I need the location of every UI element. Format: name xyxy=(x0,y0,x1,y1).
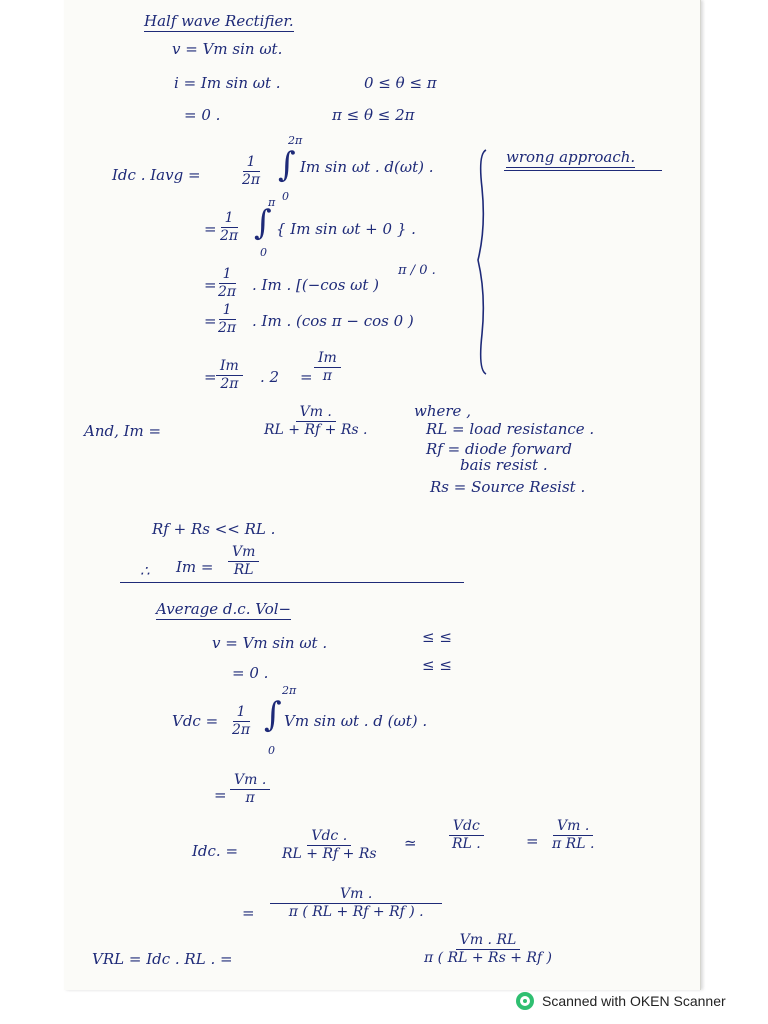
section-heading: Average d.c. Vol− xyxy=(156,600,292,618)
where-label: where , xyxy=(414,402,471,420)
integral-upper-limit: π xyxy=(268,196,276,209)
therefore-sign: ∴ xyxy=(140,562,150,580)
integral-lower-limit: 0 xyxy=(260,246,267,259)
step4-equals: = xyxy=(204,312,217,330)
step3-fraction xyxy=(214,266,240,301)
integral-lower-limit: 0 xyxy=(282,190,289,203)
frac-den: 2π xyxy=(242,172,261,188)
frac-den: RL xyxy=(233,562,254,578)
integral-sign: ∫ xyxy=(254,203,272,243)
vdc-result xyxy=(230,772,270,807)
eq-current: i = Im sin ωt . xyxy=(174,74,281,92)
scanner-watermark xyxy=(516,990,726,1012)
frac-num: Vdc . xyxy=(307,828,351,846)
step3-limits: π / 0 . xyxy=(398,263,436,278)
page-title: Half wave Rectifier. xyxy=(144,12,294,30)
idc3-fraction xyxy=(270,886,442,921)
frac-num: Vm . xyxy=(553,818,593,836)
eq-current-range: 0 ≤ θ ≤ π xyxy=(364,74,437,92)
def-rs: Rs = Source Resist . xyxy=(430,478,586,496)
im2-label: Im = xyxy=(176,558,214,576)
scanner-text: Scanned with OKEN Scanner xyxy=(542,993,726,1009)
frac-den: 2π xyxy=(218,284,237,300)
integrand: Im sin ωt . d(ωt) . xyxy=(300,158,434,176)
step5-factor: . 2 xyxy=(260,368,280,386)
integral-sign: ∫ xyxy=(278,145,296,185)
idc2-label: Idc. = xyxy=(192,842,239,860)
step4-fraction xyxy=(214,302,240,337)
def-rf: Rf = diode forward xyxy=(426,440,572,458)
integral-sign: ∫ xyxy=(264,695,282,735)
frac-num: Vdc xyxy=(449,818,484,836)
frac-den: 2π xyxy=(220,228,239,244)
step3-equals: = xyxy=(204,276,217,294)
vdc-fraction xyxy=(228,704,254,739)
scanner-logo-icon xyxy=(516,992,534,1010)
im-label: And, Im = xyxy=(84,422,162,440)
integral-lower-limit: 0 xyxy=(268,744,275,757)
approx-sign: ≃ xyxy=(404,834,417,852)
eq-zero-range: π ≤ θ ≤ 2π xyxy=(332,106,415,124)
condition: Rf + Rs << RL . xyxy=(152,520,276,538)
frac-num: Vm . RL xyxy=(456,932,521,950)
frac-den: π ( RL + Rs + Rf ) xyxy=(424,950,553,966)
frac-den: RL + Rf + Rs . xyxy=(264,422,368,438)
im2-fraction xyxy=(228,544,259,579)
idc2-fraction xyxy=(278,828,381,863)
eq-zero: = 0 . xyxy=(184,106,221,124)
frac-num: Im xyxy=(314,350,341,368)
frac-den: 2π xyxy=(220,376,239,392)
step5-result xyxy=(314,350,341,385)
frac-num: Vm xyxy=(228,544,259,562)
side-note: wrong approach. xyxy=(506,148,636,166)
step5-fraction xyxy=(216,358,243,393)
def-rl: RL = load resistance . xyxy=(426,420,595,438)
fraction-1-over-2pi xyxy=(238,154,264,189)
frac-num: Vm . xyxy=(296,404,336,422)
idc2-fraction-3 xyxy=(548,818,598,853)
range-symbols-2: ≤ ≤ xyxy=(422,656,452,674)
eq-voltage: v = Vm sin ωt. xyxy=(172,40,283,58)
vdc-label: Vdc = xyxy=(172,712,219,730)
range-symbols-1: ≤ ≤ xyxy=(422,628,452,646)
step3-expression: . Im . [(−cos ωt ) xyxy=(252,276,380,294)
step2-expression: { Im sin ωt + 0 } . xyxy=(276,220,416,238)
section-divider xyxy=(120,582,464,583)
frac-den: π xyxy=(322,368,332,384)
def-rf-cont: bais resist . xyxy=(460,456,548,474)
step5-equals2: = xyxy=(300,368,313,386)
step2-equals: = xyxy=(204,220,217,238)
vdc-integrand: Vm sin ωt . d (ωt) . xyxy=(284,712,428,730)
eq-zero-2: = 0 . xyxy=(232,664,269,682)
frac-num: 1 xyxy=(219,266,236,284)
side-note-underline xyxy=(504,170,662,171)
frac-den: RL . xyxy=(452,836,481,852)
eq-voltage-2: v = Vm sin ωt . xyxy=(212,634,328,652)
frac-num: 1 xyxy=(221,210,238,228)
integral-upper-limit: 2π xyxy=(288,134,303,147)
frac-den: π RL . xyxy=(552,836,595,852)
frac-num: 1 xyxy=(233,704,250,722)
idc2-fraction-2 xyxy=(448,818,485,853)
frac-den: 2π xyxy=(232,722,251,738)
vdc-result-equals: = xyxy=(214,786,227,804)
idc3-equals: = xyxy=(242,904,255,922)
frac-den: π xyxy=(245,790,255,806)
frac-den: π ( RL + Rf + Rf ) . xyxy=(288,904,424,920)
step2-fraction xyxy=(216,210,242,245)
frac-den: RL + Rf + Rs xyxy=(282,846,377,862)
vrl-fraction xyxy=(420,932,556,967)
notebook-page xyxy=(64,0,701,990)
im-fraction xyxy=(260,404,371,439)
integral-upper-limit: 2π xyxy=(282,684,297,697)
frac-num: 1 xyxy=(219,302,236,320)
equals-sign: = xyxy=(526,832,539,850)
right-brace xyxy=(474,148,496,376)
frac-num: Im xyxy=(216,358,243,376)
frac-den: 2π xyxy=(218,320,237,336)
frac-num: Vm . xyxy=(230,772,270,790)
frac-num: Vm . xyxy=(270,886,442,904)
step5-equals: = xyxy=(204,368,217,386)
frac-num: 1 xyxy=(243,154,260,172)
idc-label: Idc . Iavg = xyxy=(112,166,201,184)
step4-expression: . Im . (cos π − cos 0 ) xyxy=(252,312,414,330)
vrl-label: VRL = Idc . RL . = xyxy=(92,950,233,968)
